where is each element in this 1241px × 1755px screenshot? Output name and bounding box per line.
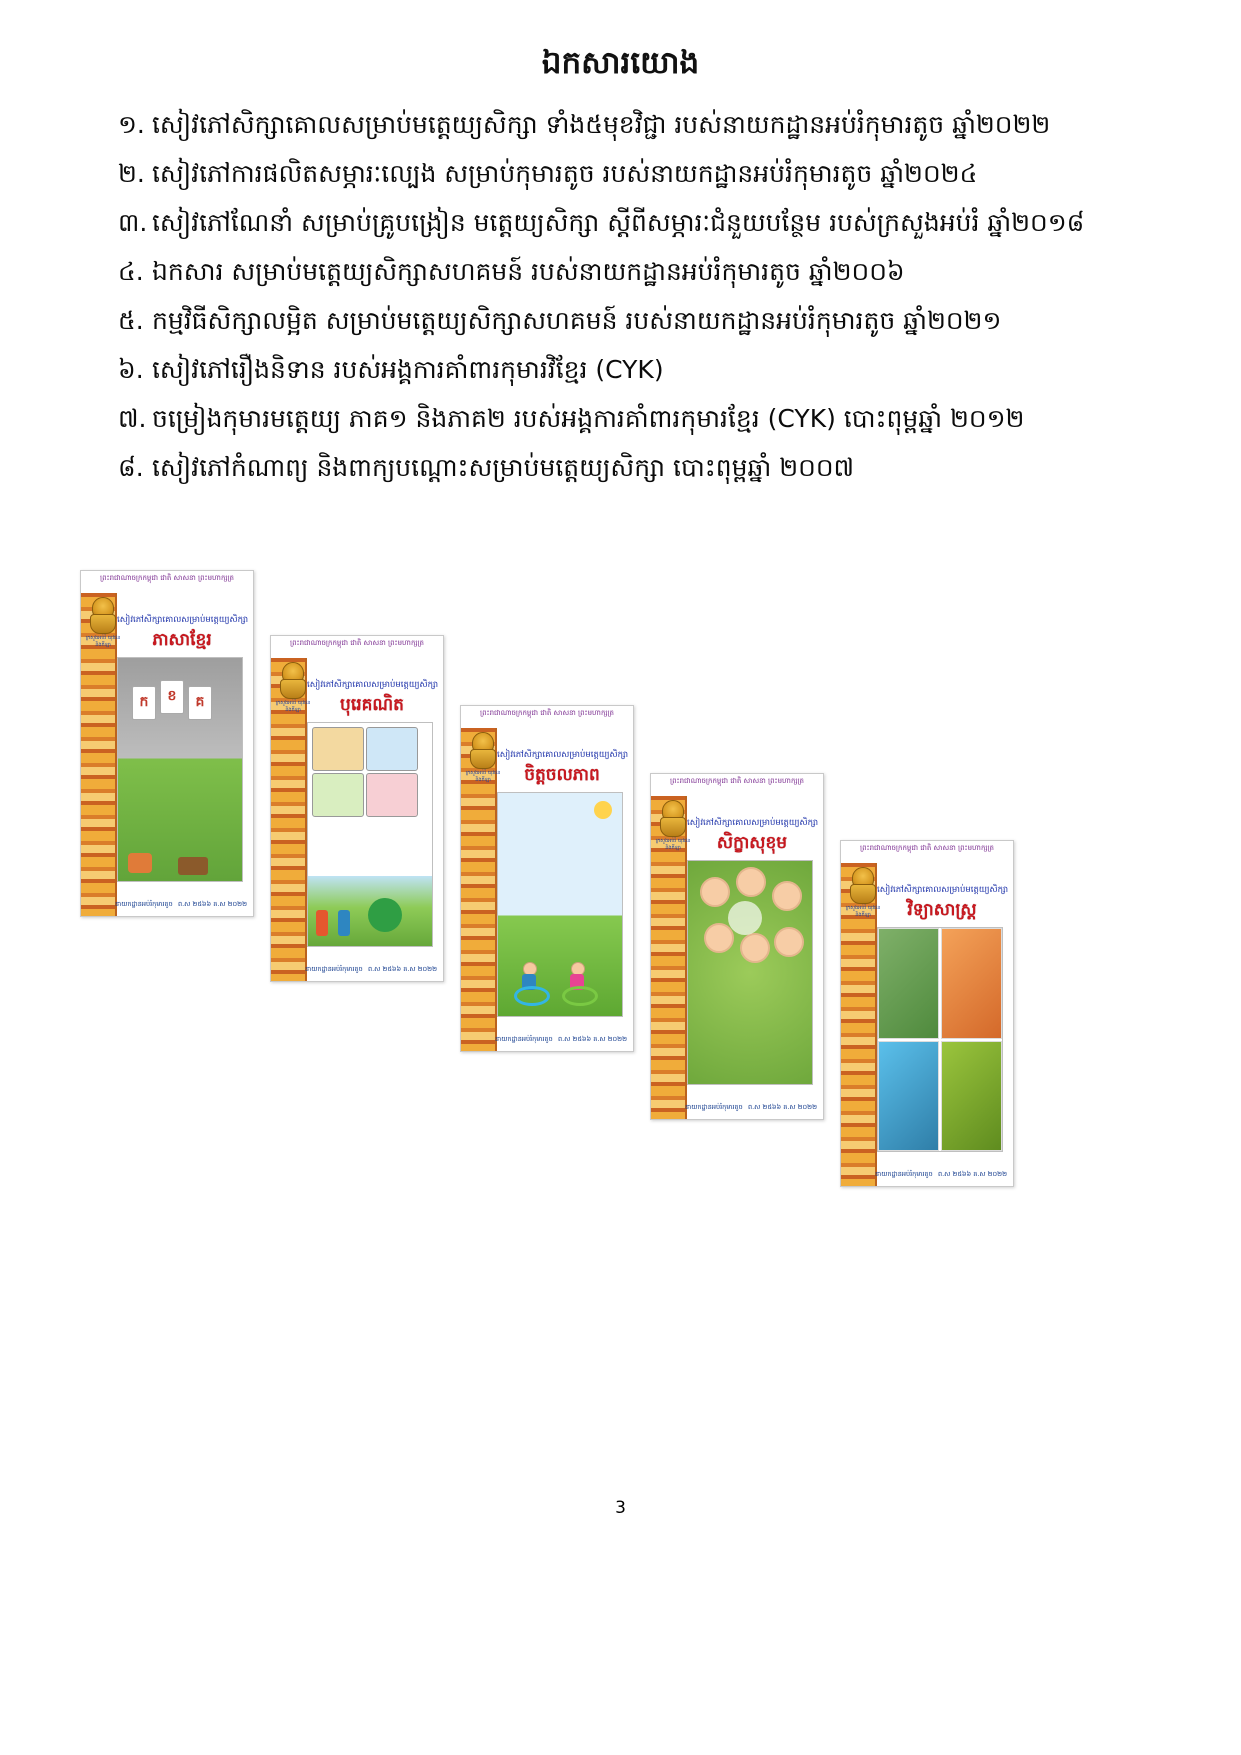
list-item (118, 100, 1128, 149)
series-label: សៀវភៅសិក្សាគោលសម្រាប់មត្តេយ្យសិក្សា (117, 615, 249, 625)
publisher-label: នាយកដ្ឋានអប់រំកុមារតូច (305, 965, 363, 973)
list-item-text: សៀវភៅសិក្សាគោលសម្រាប់មត្តេយ្យសិក្សា ទាំង៥មុខវិជ្ជា របស់នាយកដ្ឋានអប់រំកុមារតូច ឆ្នាំ២០២២ (152, 110, 1051, 139)
cover-footer (495, 1035, 627, 1045)
book-cover-psychomotor (460, 705, 634, 1052)
publisher-label: នាយកដ្ឋានអប់រំកុមារតូច (685, 1103, 743, 1111)
list-item-text: ឯកសារ សម្រាប់មត្តេយ្យសិក្សាសហគមន៍ របស់នាយកដ្ឋានអប់រំកុមារតូច ឆ្នាំ២០០៦ (152, 257, 905, 286)
cover-artwork (307, 722, 433, 947)
kingdom-motto: ព្រះរាជាណាចក្រកម្ពុជា ជាតិ សាសនា ព្រះមហាក្សត្រ (480, 709, 614, 717)
kingdom-motto: ព្រះរាជាណាចក្រកម្ពុជា ជាតិ សាសនា ព្រះមហាក្សត្រ (860, 844, 994, 852)
national-emblem-icon (279, 662, 305, 700)
list-item (118, 345, 1128, 394)
kingdom-motto: ព្រះរាជាណាចក្រកម្ពុជា ជាតិ សាសនា ព្រះមហាក្សត្រ (290, 639, 424, 647)
list-item (118, 149, 1128, 198)
reference-list (118, 100, 1128, 492)
list-item (118, 296, 1128, 345)
publisher-label: នាយកដ្ឋានអប់រំកុមារតូច (875, 1170, 933, 1178)
ministry-label: ក្រសួងអប់រំ យុវជន និងកីឡា (275, 700, 311, 713)
publisher-label: នាយកដ្ឋានអប់រំកុមារតូច (495, 1035, 553, 1043)
edition-label: ព.ស ២៥៦៦ គ.ស ២០២២ (367, 965, 437, 973)
list-item (118, 443, 1128, 492)
list-item-text: សៀវភៅការផលិតសម្ភារៈលេ្បង សម្រាប់កុមារតូច របស់នាយកដ្ឋានអប់រំកុមារតូច ឆ្នាំ២០២៤ (152, 159, 978, 188)
ministry-label: ក្រសួងអប់រំ យុវជន និងកីឡា (465, 770, 501, 783)
subject-title: សិក្ខាសុខុម (716, 833, 788, 853)
ministry-label: ក្រសួងអប់រំ យុវជន និងកីឡា (85, 635, 121, 648)
national-emblem-icon (469, 732, 495, 770)
list-item-number: ៦. (118, 355, 144, 384)
subject-title: បុរេគណិត (340, 695, 404, 715)
cover-footer (305, 965, 437, 975)
national-emblem-icon (849, 867, 875, 905)
edition-label: ព.ស ២៥៦៦ គ.ស ២០២២ (177, 900, 247, 908)
list-item-number: ១. (118, 110, 145, 139)
cover-footer (115, 900, 247, 910)
list-item-number: ៨. (118, 453, 144, 482)
cover-footer (685, 1103, 817, 1113)
list-item (118, 394, 1128, 443)
list-item-text: សៀវភៅណែនាំ សម្រាប់គ្រូបង្រៀន មត្តេយ្យសិក្សា ស្ដីពីសម្ភារៈជំនួយបន្ថែម របស់ក្រសួងអប់រំ ឆ្នាំ២០១៨ (152, 208, 1085, 237)
cover-artwork (497, 792, 623, 1017)
list-item-text: សៀវភៅរឿងនិទាន របស់អង្គការគាំពារកុមារវិខ្មែរ (CYK) (152, 355, 664, 384)
series-label: សៀវភៅសិក្សាគោលសម្រាប់មត្តេយ្យសិក្សា (877, 885, 1009, 895)
kingdom-motto: ព្រះរាជាណាចក្រកម្ពុជា ជាតិ សាសនា ព្រះមហាក្សត្រ (100, 574, 234, 582)
book-cover-montage (60, 555, 1180, 1178)
ministry-label: ក្រសួងអប់រំ យុវជន និងកីឡា (845, 905, 881, 918)
edition-label: ព.ស ២៥៦៦ គ.ស ២០២២ (747, 1103, 817, 1111)
kingdom-motto: ព្រះរាជាណាចក្រកម្ពុជា ជាតិ សាសនា ព្រះមហាក្សត្រ (670, 777, 804, 785)
list-item-number: ៧. (118, 404, 147, 433)
publisher-label: នាយកដ្ឋានអប់រំកុមារតូច (115, 900, 173, 908)
edition-label: ព.ស ២៥៦៦ គ.ស ២០២២ (937, 1170, 1007, 1178)
book-cover-health (650, 773, 824, 1120)
page-number: 3 (615, 1498, 626, 1518)
list-item-number: ៥. (118, 306, 144, 335)
subject-title: ភាសាខ្មែរ (152, 630, 212, 650)
list-item-text: ចម្រៀងកុមារមត្តេយ្យ ភាគ១ និងភាគ២ របស់អង្គការគាំពារកុមារខ្មែរ (CYK) បោះពុម្ពឆ្នាំ ២០១២ (152, 404, 1025, 433)
list-item-number: ៣. (118, 208, 148, 237)
cover-artwork: ក ខ គ (117, 657, 243, 882)
cover-footer (875, 1170, 1007, 1180)
series-label: សៀវភៅសិក្សាគោលសម្រាប់មត្តេយ្យសិក្សា (687, 818, 819, 828)
sun-icon (594, 801, 612, 819)
book-cover-science (840, 840, 1014, 1187)
cover-artwork (877, 927, 1003, 1152)
national-emblem-icon (89, 597, 115, 635)
list-item-number: ៤. (118, 257, 144, 286)
book-cover-premath (270, 635, 444, 982)
series-label: សៀវភៅសិក្សាគោលសម្រាប់មត្តេយ្យសិក្សា (497, 750, 629, 760)
edition-label: ព.ស ២៥៦៦ គ.ស ២០២២ (557, 1035, 627, 1043)
cover-artwork (687, 860, 813, 1085)
series-label: សៀវភៅសិក្សាគោលសម្រាប់មត្តេយ្យសិក្សា (307, 680, 439, 690)
list-item-text: កម្មវិធីសិក្សាលម្អិត សម្រាប់មត្តេយ្យសិក្សាសហគមន៍ របស់នាយកដ្ឋានអប់រំកុមារតូច ឆ្នាំ២០២១ (152, 306, 1002, 335)
list-item-number: ២. (118, 159, 145, 188)
ministry-label: ក្រសួងអប់រំ យុវជន និងកីឡា (655, 838, 691, 851)
page-title: ឯកសារយោង (541, 45, 700, 81)
list-item (118, 247, 1128, 296)
list-item-text: សៀវភៅកំណាព្យ និងពាក្យបណ្ដោះសម្រាប់មត្តេយ្យសិក្សា បោះពុម្ពឆ្នាំ ២០០៧ (152, 453, 855, 482)
list-item (118, 198, 1128, 247)
subject-title: វិទ្យាសាស្ត្រ (907, 900, 977, 920)
book-cover-khmer (80, 570, 254, 917)
national-emblem-icon (659, 800, 685, 838)
subject-title: ចិត្តចលភាព (524, 765, 600, 785)
